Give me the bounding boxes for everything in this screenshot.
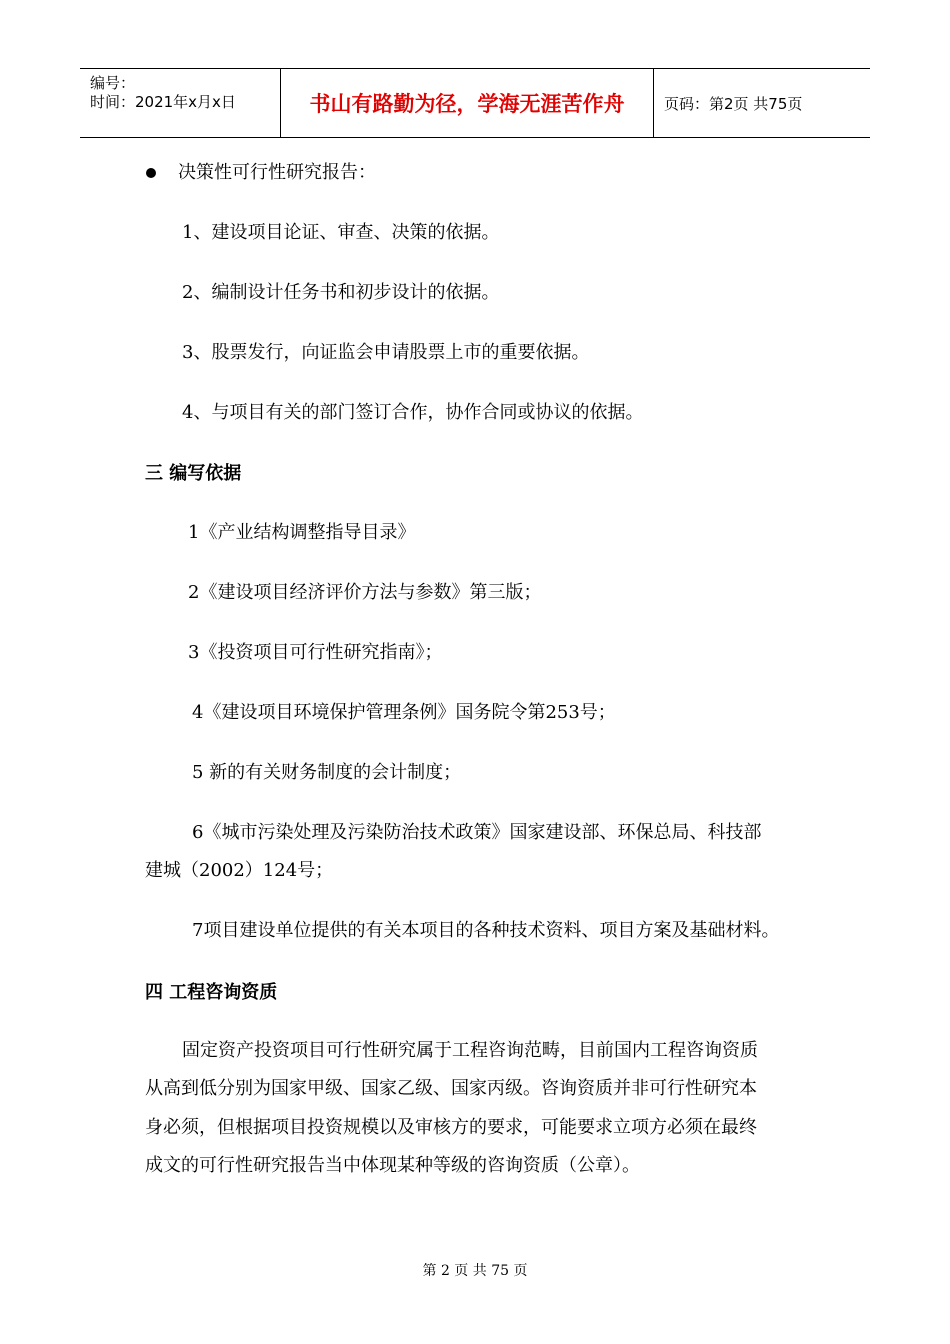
basis-item: 1《产业结构调整指导目录》 bbox=[188, 522, 416, 543]
page-header bbox=[80, 68, 870, 138]
time-label: 时间：2021年x月x日 bbox=[90, 93, 236, 111]
paragraph-line: 从高到低分别为国家甲级、国家乙级、国家丙级。咨询资质并非可行性研究本 bbox=[145, 1078, 757, 1099]
header-meta-cell bbox=[80, 69, 281, 137]
basis-item-continuation: 建城（2002）124号； bbox=[145, 860, 334, 881]
basis-item: 5 新的有关财务制度的会计制度； bbox=[192, 762, 462, 783]
bullet-dot-icon bbox=[146, 168, 156, 178]
basis-item: 3《投资项目可行性研究指南》； bbox=[188, 642, 443, 663]
basis-item: 7项目建设单位提供的有关本项目的各种技术资料、项目方案及基础材料。 bbox=[192, 920, 780, 941]
serial-label: 编号： bbox=[90, 74, 136, 92]
header-page-info: 页码：第2页 共75页 bbox=[664, 94, 803, 113]
basis-item: 4《建设项目环境保护管理条例》国务院令第253号； bbox=[192, 702, 616, 723]
decision-item: 4、与项目有关的部门签订合作，协作合同或协议的依据。 bbox=[182, 402, 644, 423]
decision-item: 2、编制设计任务书和初步设计的依据。 bbox=[182, 282, 500, 303]
section-3-heading: 三 编写依据 bbox=[145, 463, 242, 484]
section-4-heading: 四 工程咨询资质 bbox=[145, 982, 278, 1003]
basis-item: 2《建设项目经济评价方法与参数》第三版； bbox=[188, 582, 542, 603]
paragraph-line: 身必须，但根据项目投资规模以及审核方的要求，可能要求立项方必须在最终 bbox=[145, 1117, 757, 1138]
paragraph-line: 固定资产投资项目可行性研究属于工程咨询范畴，目前国内工程咨询资质 bbox=[182, 1040, 758, 1061]
page-footer: 第 2 页 共 75 页 bbox=[422, 1263, 528, 1279]
header-motto: 书山有路勤为径，学海无涯苦作舟 bbox=[281, 69, 654, 137]
basis-item: 6《城市污染处理及污染防治技术政策》国家建设部、环保总局、科技部 bbox=[192, 822, 762, 843]
decision-item: 3、股票发行，向证监会申请股票上市的重要依据。 bbox=[182, 342, 590, 363]
paragraph-line: 成文的可行性研究报告当中体现某种等级的咨询资质（公章）。 bbox=[145, 1155, 640, 1176]
decision-item: 1、建设项目论证、审查、决策的依据。 bbox=[182, 222, 500, 243]
bullet-item-text: 决策性可行性研究报告： bbox=[178, 162, 376, 183]
